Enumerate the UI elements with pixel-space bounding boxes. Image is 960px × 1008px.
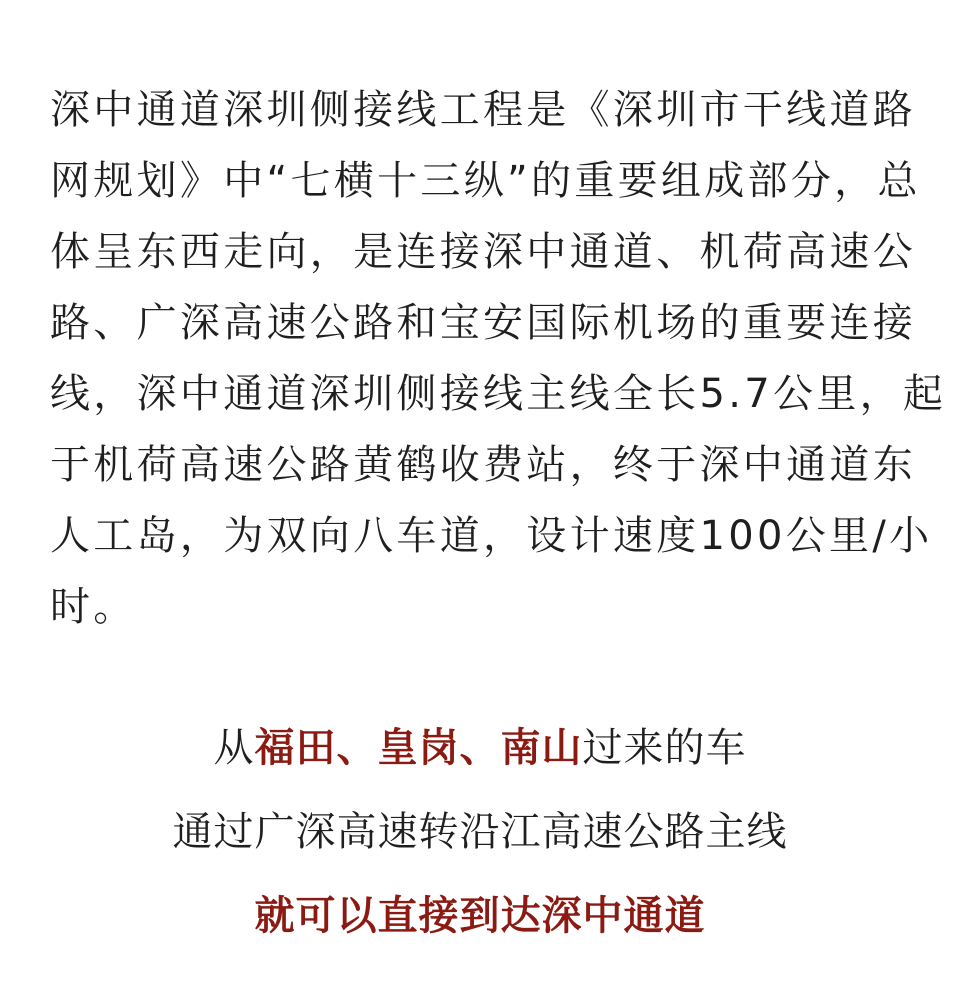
separator: 、	[459, 725, 501, 771]
place-nanshan: 南山	[500, 725, 583, 771]
route-prefix: 从	[213, 725, 255, 771]
route-origin-line	[0, 708, 960, 788]
intro-paragraph	[50, 75, 947, 643]
separator: 、	[336, 725, 378, 771]
paragraph-line: 人工岛，为双向八车道，设计速度100公里/小	[50, 513, 933, 559]
paragraph-line: 深中通道深圳侧接线工程是《深圳市干线道路	[50, 87, 916, 133]
route-path-line: 通过广深高速转沿江高速公路主线	[172, 809, 788, 855]
paragraph-line: 于机荷高速公路黄鹤收费站，终于深中通道东	[50, 442, 916, 488]
place-huanggang: 皇岗	[377, 725, 460, 771]
paragraph-line: 网规划》中“七横十三纵”的重要组成部分，总	[50, 158, 921, 204]
route-suffix: 过来的车	[582, 725, 747, 771]
paragraph-line: 路、广深高速公路和宝安国际机场的重要连接	[50, 300, 916, 346]
paragraph-line: 体呈东西走向，是连接深中通道、机荷高速公	[50, 229, 916, 275]
paragraph-line: 线，深中通道深圳侧接线主线全长5.7公里，起	[50, 371, 947, 417]
place-futian: 福田	[254, 725, 337, 771]
paragraph-line: 时。	[50, 584, 137, 630]
route-destination-line: 就可以直接到达深中通道	[254, 893, 706, 939]
